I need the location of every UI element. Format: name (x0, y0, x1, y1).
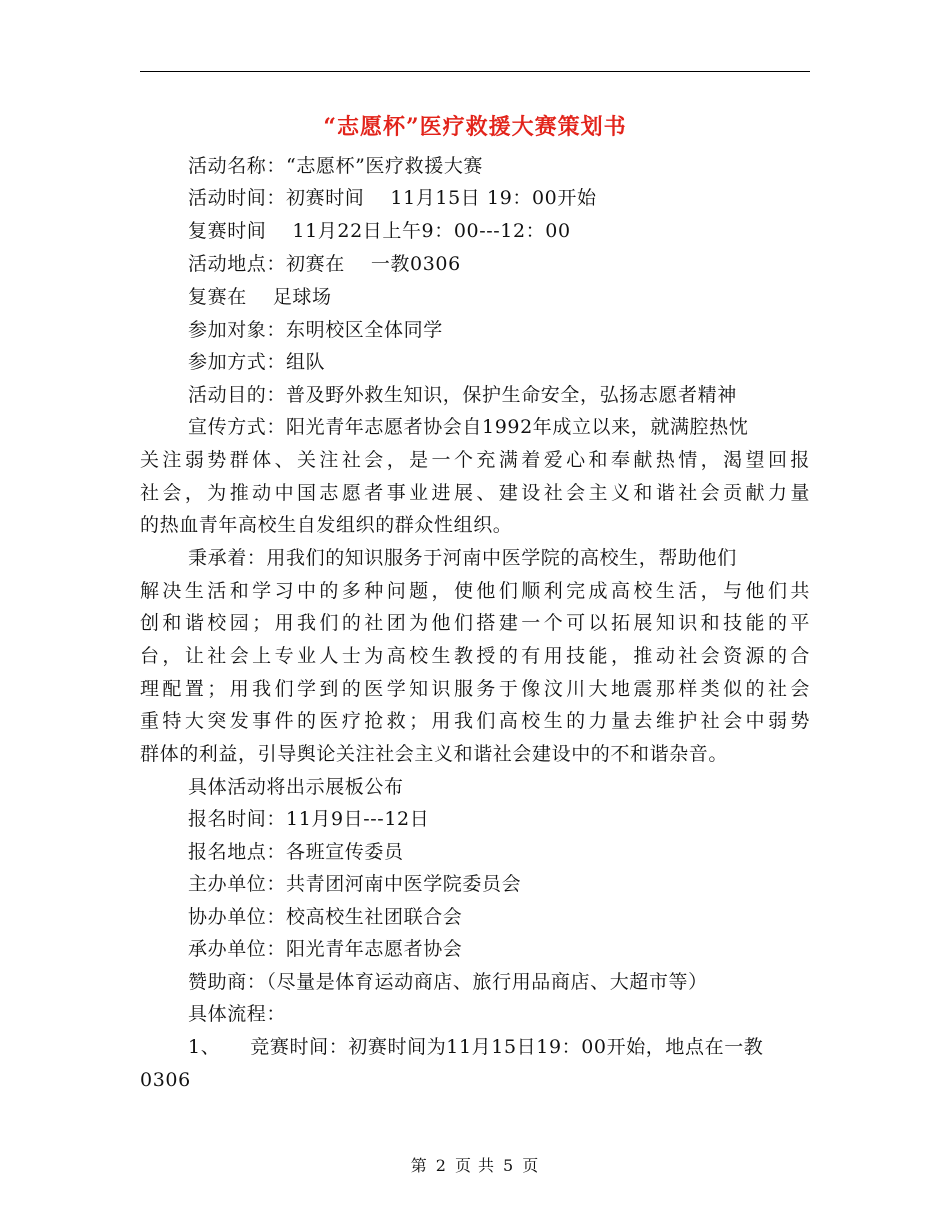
activity-time (188, 182, 597, 214)
semifinal-place-label: 复赛在 (188, 286, 247, 308)
publicity-line-4: 的热血青年高校生自发组织的群众性组织。 (140, 514, 513, 536)
semifinal-time-value: 11月22日上午9：00---12：00 (292, 220, 571, 242)
organizer-unit: 承办单位：阳光青年志愿者协会 (188, 938, 463, 960)
page-footer (0, 1153, 950, 1176)
publicity-line-3: 社会，为推动中国志愿者事业进展、建设社会主义和谐社会贡献力量 (140, 482, 810, 504)
activity-time-label: 活动时间：初赛时间 (188, 187, 365, 209)
activity-place-value: 一教0306 (370, 253, 461, 275)
co-host-unit: 协办单位：校高校生社团联合会 (188, 906, 463, 928)
activity-place-label: 活动地点：初赛在 (188, 253, 345, 275)
flow-heading: 具体流程： (188, 1003, 287, 1025)
activity-time-value: 11月15日 19：00开始 (390, 187, 597, 209)
flow-item-number: 1、 (188, 1036, 221, 1058)
flow-item-1-continued: 0306 (140, 1069, 191, 1091)
header-rule (140, 71, 810, 72)
participants: 参加对象：东明校区全体同学 (188, 319, 443, 341)
participation-mode: 参加方式：组队 (188, 351, 326, 373)
activity-purpose: 活动目的：普及野外救生知识，保护生命安全，弘扬志愿者精神 (188, 384, 737, 406)
semifinal-place-value: 足球场 (272, 286, 332, 308)
mission-line-4: 台，让社会上专业人士为高校生教授的有用技能，推动社会资源的合 (140, 645, 810, 667)
publicity-line-1: 宣传方式：阳光青年志愿者协会自1992年成立以来，就满腔热忱 (188, 416, 749, 438)
footer-prefix: 第 (410, 1156, 428, 1175)
flow-item-1 (188, 1031, 763, 1063)
footer-suffix: 页 (522, 1156, 540, 1175)
host-unit: 主办单位：共青团河南中医学院委员会 (188, 873, 522, 895)
semifinal-time-label: 复赛时间 (188, 220, 267, 242)
mission-line-5: 理配置；用我们学到的医学知识服务于像汶川大地震那样类似的社会 (140, 678, 810, 700)
footer-total-pages: 5 (503, 1156, 515, 1175)
mission-line-1: 秉承着：用我们的知识服务于河南中医学院的高校生，帮助他们 (188, 547, 737, 569)
footer-middle: 页 共 (454, 1156, 496, 1175)
mission-line-3: 创和谐校园；用我们的社团为他们搭建一个可以拓展知识和技能的平 (140, 612, 810, 634)
sponsor: 赞助商：（尽量是体育运动商店、旅行用品商店、大超市等） (188, 971, 708, 993)
registration-place: 报名地点：各班宣传委员 (188, 841, 404, 863)
semifinal-time (188, 215, 571, 247)
registration-time: 报名时间：11月9日---12日 (188, 808, 430, 830)
mission-line-6: 重特大突发事件的医疗抢救；用我们高校生的力量去维护社会中弱势 (140, 710, 810, 732)
activity-name: 活动名称：“志愿杯”医疗救援大赛 (188, 155, 484, 177)
flow-item-text: 竞赛时间：初赛时间为11月15日19：00开始，地点在一教 (250, 1036, 764, 1058)
footer-page-number: 2 (435, 1156, 447, 1175)
mission-line-7: 群体的利益，引导舆论关注社会主义和谐社会建设中的不和谐杂音。 (140, 743, 729, 765)
activity-place (188, 248, 461, 280)
display-board-note: 具体活动将出示展板公布 (188, 776, 404, 798)
publicity-line-2: 关注弱势群体、关注社会，是一个充满着爱心和奉献热情，渴望回报 (140, 449, 810, 471)
semifinal-place (188, 281, 332, 313)
document-title: “志愿杯”医疗救援大赛策划书 (323, 114, 627, 140)
mission-line-2: 解决生活和学习中的多种问题，使他们顺利完成高校生活，与他们共 (140, 580, 810, 602)
